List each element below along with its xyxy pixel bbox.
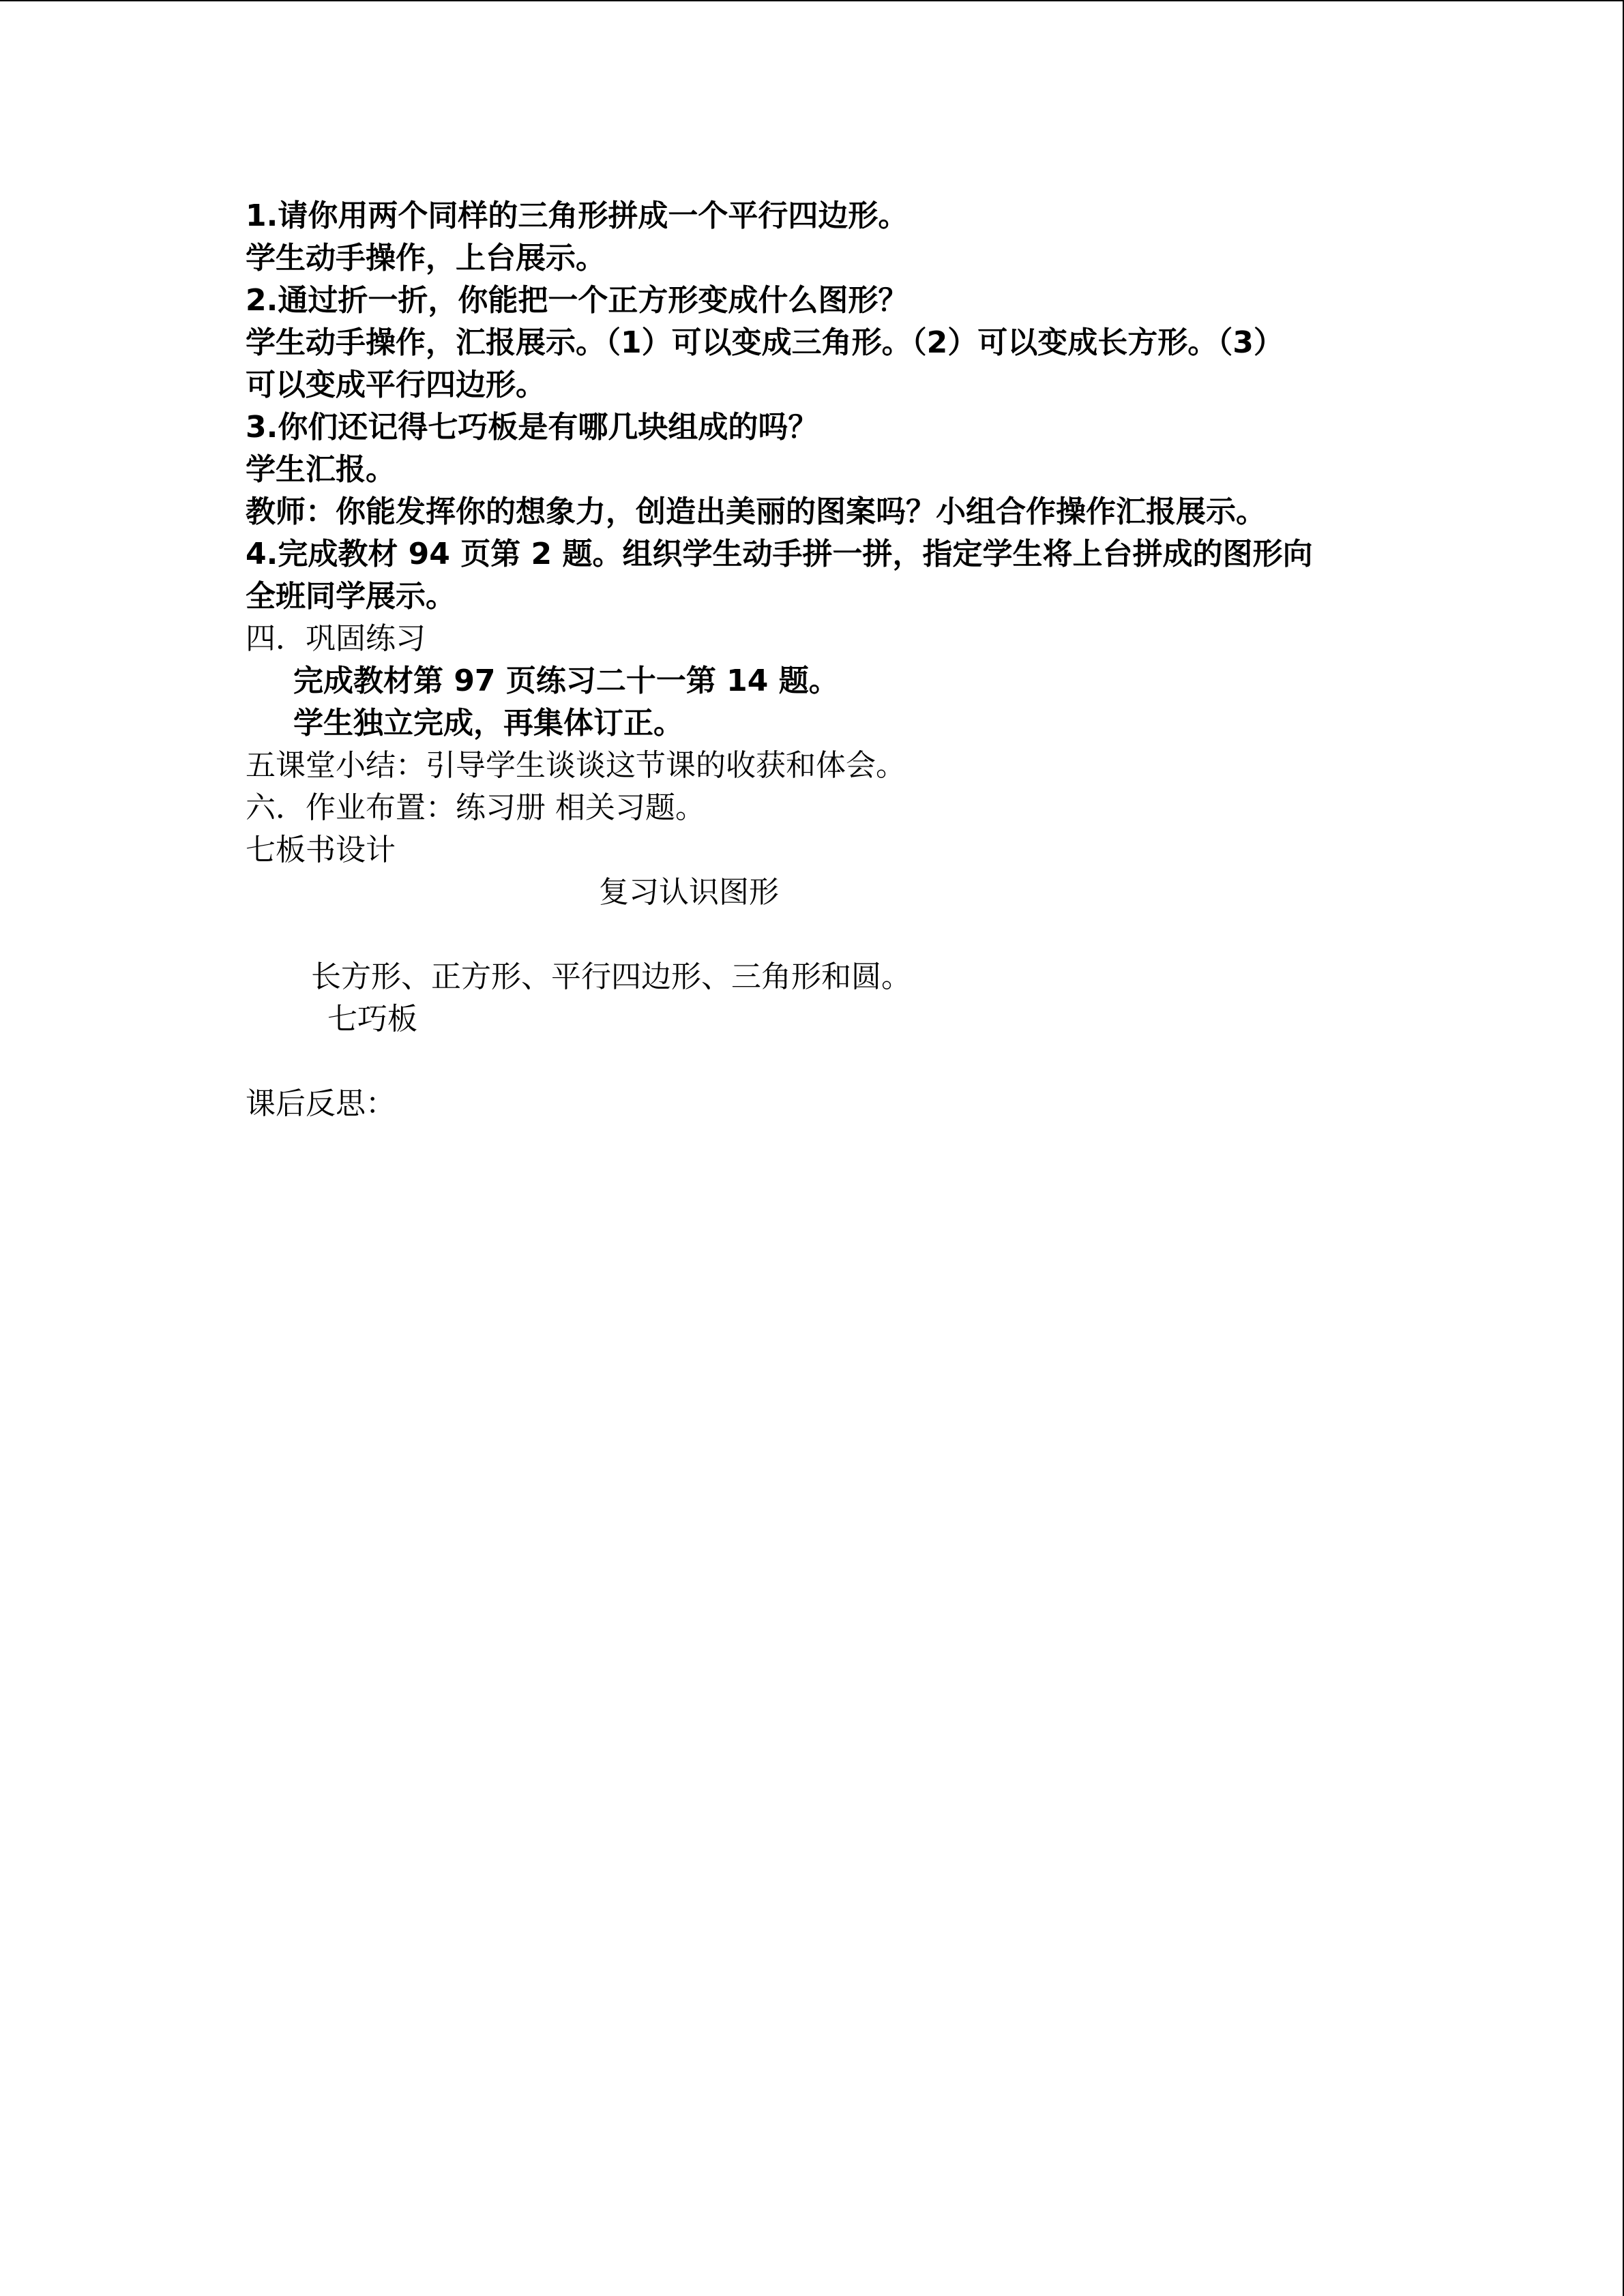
teacher-prompt: 教师：你能发挥你的想象力，创造出美丽的图案吗？小组合作操作汇报展示。: [246, 494, 1266, 529]
question-4-line-2: 全班同学展示。: [246, 579, 456, 614]
question-2: 2.通过折一折，你能把一个正方形变成什么图形？: [246, 283, 909, 318]
answer-1: 学生动手操作，上台展示。: [246, 241, 606, 275]
question-3: 3.你们还记得七巧板是有哪几块组成的吗？: [246, 410, 818, 445]
board-title: 复习认识图形: [599, 875, 779, 910]
board-tangram: 七巧板: [327, 1002, 417, 1037]
question-1: 1.请你用两个同样的三角形拼成一个平行四边形。: [246, 198, 909, 233]
section-board-design: 七板书设计: [246, 833, 396, 867]
practice-task: 完成教材第 97 页练习二十一第 14 题。: [293, 664, 839, 698]
answer-2-line-2: 可以变成平行四边形。: [246, 368, 546, 402]
answer-2-line-1: 学生动手操作，汇报展示。（1）可以变成三角形。（2）可以变成长方形。（3）: [246, 325, 1284, 360]
section-practice-heading: 四．巩固练习: [246, 621, 426, 656]
blank-line: [246, 914, 1446, 956]
answer-3: 学生汇报。: [246, 452, 396, 487]
section-summary: 五课堂小结：引导学生谈谈这节课的收获和体会。: [246, 748, 906, 783]
practice-correction: 学生独立完成，再集体订正。: [293, 706, 683, 741]
section-homework: 六．作业布置：练习册 相关习题。: [246, 790, 705, 825]
reflection-label: 课后反思：: [246, 1086, 396, 1121]
document-body: [246, 195, 1446, 1125]
board-shapes-list: 长方形、正方形、平行四边形、三角形和圆。: [311, 959, 911, 994]
blank-line: [246, 1041, 1446, 1083]
question-4-line-1: 4.完成教材 94 页第 2 题。组织学生动手拼一拼，指定学生将上台拼成的图形向: [246, 537, 1313, 571]
